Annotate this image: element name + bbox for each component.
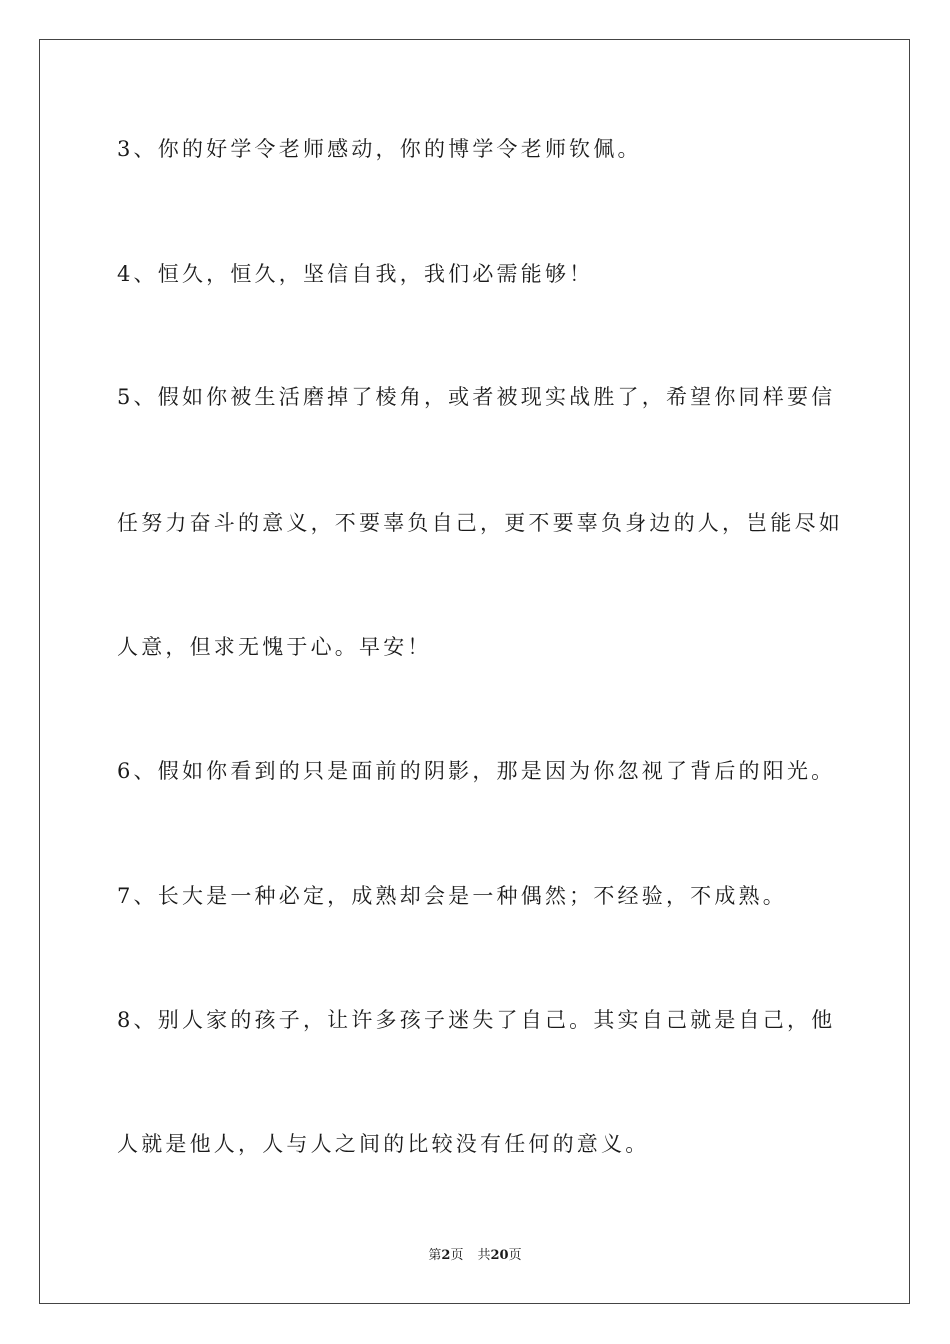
paragraph-line-7: 7、长大是一种必定，成熟却会是一种偶然；不经验，不成熟。 xyxy=(117,884,787,908)
paragraph-line-4: 任努力奋斗的意义，不要辜负自己，更不要辜负身边的人，岂能尽如 xyxy=(117,511,843,535)
page-frame xyxy=(39,39,910,1304)
paragraph-line-2: 4、恒久，恒久，坚信自我，我们必需能够！ xyxy=(117,262,594,286)
paragraph-line-9: 人就是他人，人与人之间的比较没有任何的意义。 xyxy=(117,1132,650,1156)
paragraph-line-8: 8、别人家的孩子，让许多孩子迷失了自己。其实自己就是自己，他 xyxy=(117,1008,836,1032)
page-suffix: 页 xyxy=(450,1248,464,1263)
total-prefix: 共 xyxy=(477,1248,491,1263)
page-number: 2 xyxy=(441,1248,451,1263)
total-pages: 20 xyxy=(490,1248,509,1263)
paragraph-line-3: 5、假如你被生活磨掉了棱角，或者被现实战胜了，希望你同样要信 xyxy=(117,385,836,409)
page-footer xyxy=(0,1247,950,1265)
paragraph-line-1: 3、你的好学令老师感动，你的博学令老师钦佩。 xyxy=(117,137,642,161)
total-suffix: 页 xyxy=(508,1248,522,1263)
paragraph-line-6: 6、假如你看到的只是面前的阴影，那是因为你忽视了背后的阳光。 xyxy=(117,759,836,783)
page-prefix: 第 xyxy=(428,1248,442,1263)
paragraph-line-5: 人意，但求无愧于心。早安！ xyxy=(117,635,432,659)
